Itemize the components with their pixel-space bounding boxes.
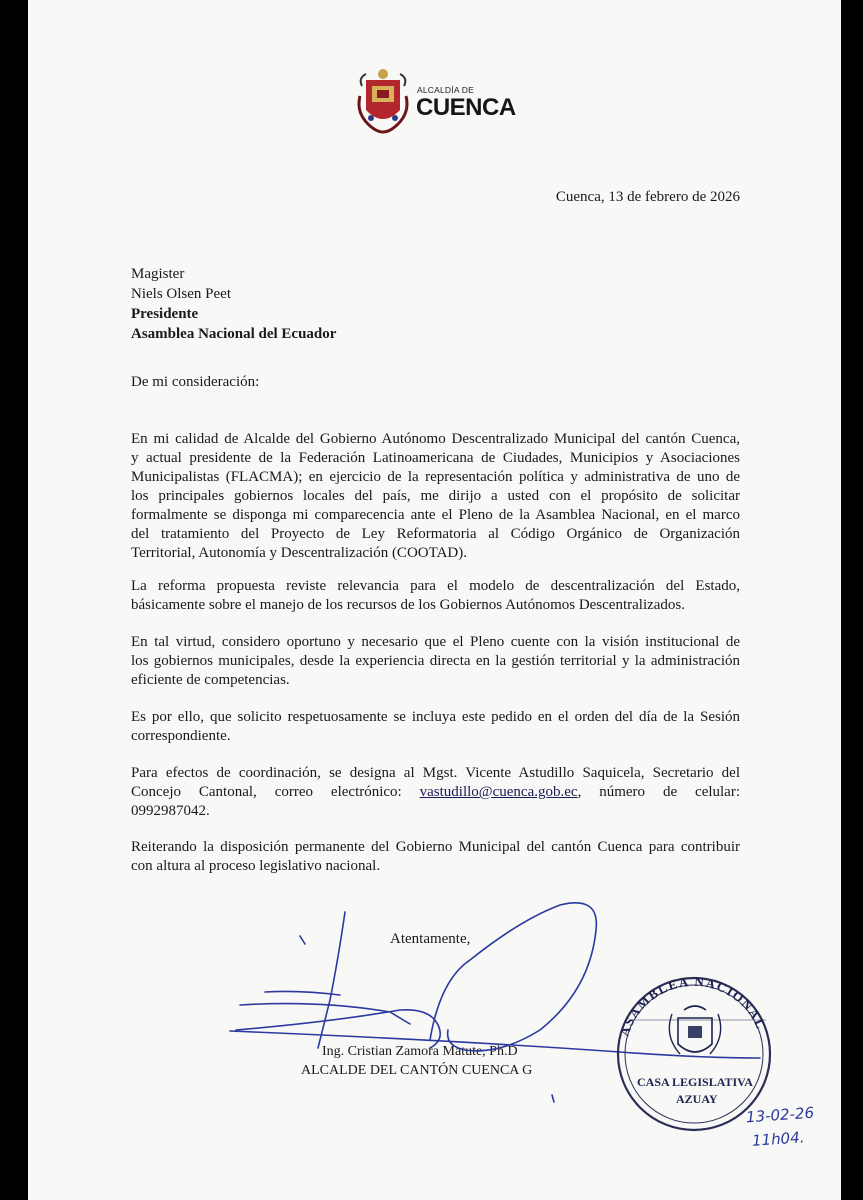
stamp-ring-text: ASAMBLEA NACIONAL: [616, 973, 770, 1039]
paragraph-6: [131, 838, 740, 876]
org-small-label: ALCALDÍA DE: [417, 85, 475, 95]
paragraph-line: La reforma propuesta reviste relevancia para el modelo de descentralización del Estado,: [131, 578, 740, 594]
signer-title: ALCALDE DEL CANTÓN CUENCA G: [301, 1063, 533, 1078]
paragraph-line: correspondiente.: [131, 728, 231, 744]
stamp-line-2: AZUAY: [676, 1092, 718, 1106]
received-time: 11h04.: [751, 1128, 806, 1150]
paragraph-line: los gobiernos municipales, desde la experiencia directa en la gestión territorial y la administración: [131, 653, 740, 669]
paragraph-line: del tratamiento del Proyecto de Ley Reformatoria al Código Orgánico de Organización: [131, 526, 740, 542]
coat-of-arms-icon: [356, 66, 410, 136]
recipient-title: Magister: [131, 266, 185, 282]
paragraph-1: [131, 430, 740, 563]
paragraph-line: formalmente se disponga mi comparecencia ante el Pleno de la Asamblea Nacional, en el marco: [131, 507, 740, 523]
paragraph-2: [131, 577, 740, 615]
phone-number: 0992987042.: [131, 803, 210, 819]
paragraph-5: [131, 764, 740, 821]
paragraph-line: básicamente sobre el manejo de los recursos de los Gobiernos Autónomos Descentralizados.: [131, 597, 686, 613]
paragraph-line: los principales gobiernos locales del país, me dirijo a usted con el propósito de solicitar: [131, 488, 740, 504]
paragraph-line: En tal virtud, considero oportuno y necesario que el Pleno cuente con la visión institucional de: [131, 634, 740, 650]
stamp-line-1: CASA LEGISLATIVA: [637, 1075, 753, 1089]
contact-text: , número de celular:: [577, 784, 741, 800]
paragraph-line: Para efectos de coordinación, se designa al Mgst. Vicente Astudillo Saquicela, Secretario del: [131, 765, 740, 781]
paragraph-line: eficiente de competencias.: [131, 672, 290, 688]
contact-text: Concejo Cantonal, correo electrónico:: [131, 784, 420, 800]
greeting: De mi consideración:: [131, 374, 260, 390]
email-link[interactable]: vastudillo@cuenca.gob.ec: [419, 784, 578, 800]
paragraph-3: [131, 633, 740, 690]
paragraph-line: Reiterando la disposición permanente del Gobierno Municipal del cantón Cuenca para contribuir: [131, 839, 740, 855]
paragraph-line: Territorial, Autonomía y Descentralización (COOTAD).: [131, 545, 467, 561]
paragraph-line: Es por ello, que solicito respetuosamente se incluya este pedido en el orden del día de la Sesión: [131, 709, 740, 725]
recipient-name: Niels Olsen Peet: [131, 286, 231, 302]
paragraph-line: [131, 783, 740, 802]
paragraph-line: y actual presidente de la Federación Latinoamericana de Ciudades, Municipios y Asociaciones: [131, 450, 740, 466]
letter-date: Cuenca, 13 de febrero de 2026: [555, 189, 740, 205]
signer-name: Ing. Cristian Zamora Matute, Ph.D: [322, 1044, 518, 1059]
paragraph-line: Municipalistas (FLACMA); en ejercicio de la representación política y administrativa de uno de: [131, 469, 740, 485]
org-name-label: CUENCA: [416, 94, 516, 121]
paragraph-4: [131, 708, 740, 746]
recipient-role: Presidente: [131, 306, 199, 322]
received-date: 13-02-26: [745, 1103, 815, 1127]
recipient-block: [131, 264, 336, 344]
alcaldia-logo: [356, 66, 526, 138]
paragraph-line: En mi calidad de Alcalde del Gobierno Autónomo Descentralizado Municipal del cantón Cuenca,: [131, 431, 740, 447]
paragraph-line: con altura al proceso legislativo nacional.: [131, 858, 381, 874]
recipient-institution: Asamblea Nacional del Ecuador: [131, 326, 337, 342]
closing: Atentamente,: [390, 931, 471, 947]
